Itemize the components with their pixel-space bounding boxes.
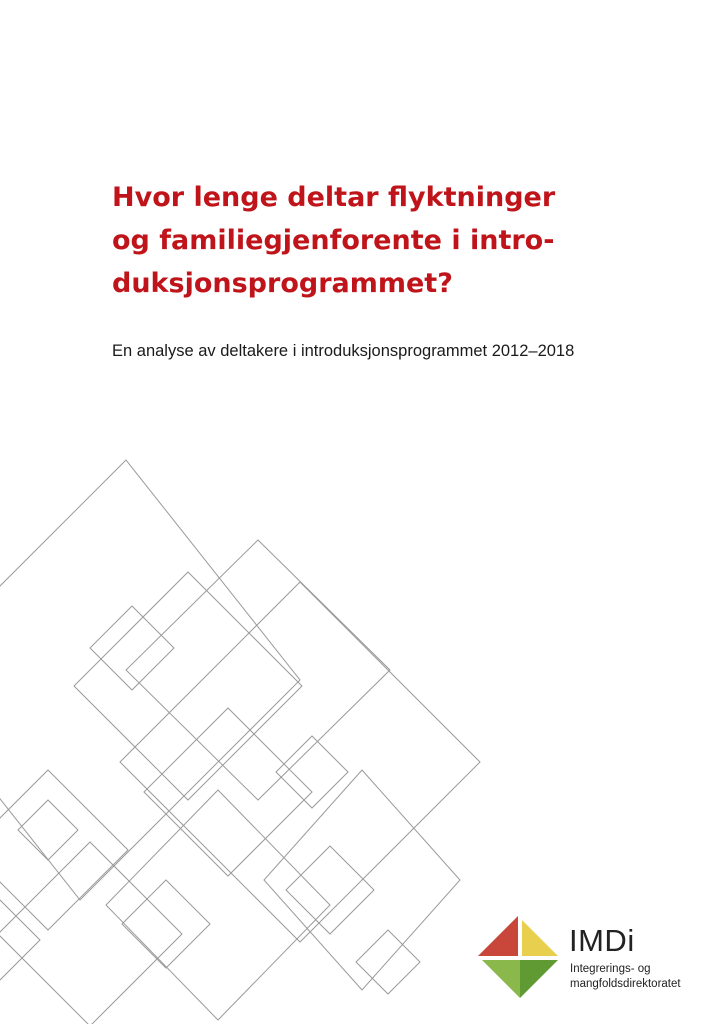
logo-name: IMDi: [569, 923, 635, 958]
imdi-logo: [478, 916, 718, 1000]
document-subtitle: En analyse av deltakere i introduksjonsprogrammet 2012–2018: [112, 342, 575, 360]
logo-yellow-triangle: [522, 920, 558, 956]
title-line-2: og familiegjenforente i intro-: [112, 225, 555, 256]
pattern-diamond: [144, 708, 312, 876]
logo-green-left-triangle: [482, 960, 520, 998]
pattern-diamond: [18, 800, 78, 860]
pattern-diamond: [0, 842, 182, 1024]
pattern-diamond: [74, 572, 302, 800]
pattern-diamond: [286, 846, 374, 934]
logo-green-right-triangle: [520, 960, 558, 998]
pattern-diamond: [122, 880, 210, 968]
logo-tagline-line-2: mangfoldsdirektoratet: [570, 978, 681, 990]
logo-tagline: [570, 962, 681, 992]
pattern-diamond: [0, 460, 300, 900]
title-line-1: Hvor lenge deltar flyktninger: [112, 182, 556, 213]
logo-tagline-line-1: Integrerings- og: [570, 963, 651, 975]
pattern-diamond: [126, 540, 390, 800]
imdi-logo-mark-icon: [478, 916, 562, 1000]
pattern-diamond: [356, 930, 420, 994]
logo-red-triangle: [478, 916, 518, 956]
pattern-diamond: [106, 790, 330, 1020]
pattern-diamond: [90, 606, 174, 690]
pattern-diamond: [0, 770, 128, 930]
title-line-3: duksjonsprogrammet?: [112, 268, 453, 299]
